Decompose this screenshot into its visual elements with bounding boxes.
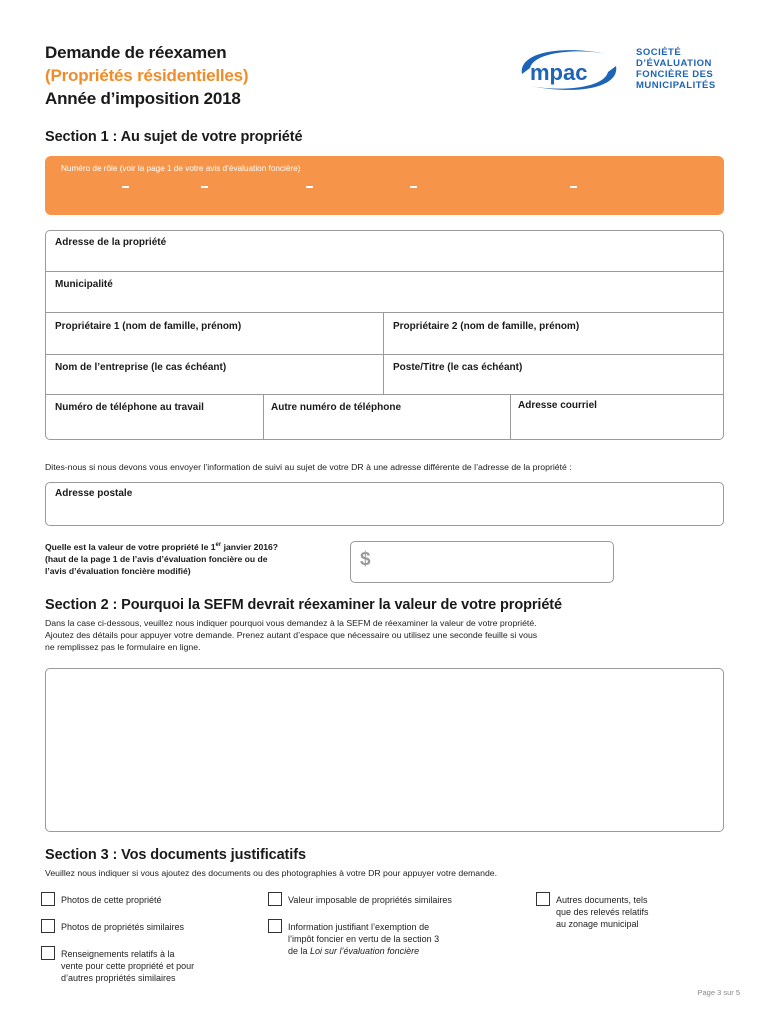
photos-similar-checkbox[interactable] [41, 919, 55, 933]
email-field[interactable] [511, 395, 723, 439]
other-docs-checkbox[interactable] [536, 892, 550, 906]
company-field[interactable] [46, 355, 383, 394]
dollar-sign: $ [360, 549, 371, 570]
logo-organization-name: SOCIÉTÉ D’ÉVALUATION FONCIÈRE DES MUNICIPALITÉS [636, 47, 716, 91]
photos-property-checkbox[interactable] [41, 892, 55, 906]
svg-text:mpac: mpac [530, 60, 588, 85]
company-label: Nom de l’entreprise (le cas échéant) [55, 362, 227, 373]
mailing-note: Dites-nous si nous devons vous envoyer l’information de suivi au sujet de votre DR à une adresse différente de l’adresse de la propriété : [45, 462, 572, 472]
assessed-value-checkbox[interactable] [268, 892, 282, 906]
section2-title: Section 2 : Pourquoi la SEFM devrait réexaminer la valeur de votre propriété [45, 597, 562, 613]
photos-property-label: Photos de cette propriété [61, 895, 162, 905]
property-address-label: Adresse de la propriété [55, 237, 167, 248]
email-label: Adresse courriel [518, 400, 597, 411]
exemption-checkbox[interactable] [268, 919, 282, 933]
other-phone-label: Autre numéro de téléphone [271, 402, 402, 413]
mailing-address-field[interactable] [45, 482, 724, 526]
other-phone-field[interactable] [264, 395, 510, 439]
position-label: Poste/Titre (le cas échéant) [393, 362, 523, 373]
mpac-logo-icon [516, 46, 622, 94]
reason-textarea[interactable] [45, 668, 724, 832]
work-phone-field[interactable] [46, 395, 263, 439]
owner1-field[interactable] [46, 313, 383, 354]
owner2-label: Propriétaire 2 (nom de famille, prénom) [393, 321, 580, 332]
position-field[interactable] [384, 355, 723, 394]
property-address-field[interactable] [46, 231, 723, 271]
exemption-label: Information justifiant l’exemption de l’impôt foncier en vertu de la section 3 de la Loi sur l’évaluation foncière [288, 922, 440, 956]
municipality-field[interactable] [46, 272, 723, 312]
section2-instructions: Dans la case ci-dessous, veuillez nous indiquer pourquoi vous demandez à la SEFM de réexaminer la valeur de votre propriété. Ajoutez des détails pour appuyer votre demande. Prenez autant d’espace que nécessaire ou utilisez une seconde feuille si vous ne remplissez pas le formulaire en ligne. [45, 618, 538, 652]
assessed-value-label: Valeur imposable de propriétés similaires [288, 895, 452, 905]
sales-info-label: Renseignements relatifs à la vente pour cette propriété et pour d’autres propriétés similaires [61, 949, 195, 983]
section1-title: Section 1 : Au sujet de votre propriété [45, 129, 303, 145]
property-value-question: Quelle est la valeur de votre propriété le 1er janvier 2016? (haut de la page 1 de l’avis d’évaluation foncière ou de l’avis d’évaluation foncière modifié) [45, 541, 279, 576]
owner1-label: Propriétaire 1 (nom de famille, prénom) [55, 321, 242, 332]
section3-instructions: Veuillez nous indiquer si vous ajoutez des documents ou des photographies à votre DR pour appuyer votre demande. [45, 868, 498, 878]
photos-similar-label: Photos de propriétés similaires [61, 922, 185, 932]
tax-year: Année d’imposition 2018 [45, 89, 241, 108]
page-number: Page 3 sur 5 [697, 988, 740, 997]
mailing-address-label: Adresse postale [55, 488, 133, 499]
section3-title: Section 3 : Vos documents justificatifs [45, 847, 306, 863]
roll-number-label: Numéro de rôle (voir la page 1 de votre avis d’évaluation foncière) [61, 164, 301, 173]
work-phone-label: Numéro de téléphone au travail [55, 402, 204, 413]
roll-number-input[interactable] [60, 178, 710, 204]
form-subtitle: (Propriétés résidentielles) [45, 66, 249, 85]
owner2-field[interactable] [384, 313, 723, 354]
property-value-input[interactable] [350, 541, 614, 583]
sales-info-checkbox[interactable] [41, 946, 55, 960]
municipality-label: Municipalité [55, 279, 113, 290]
other-docs-label: Autres documents, tels que des relevés relatifs au zonage municipal [556, 895, 649, 929]
form-title: Demande de réexamen [45, 43, 227, 62]
